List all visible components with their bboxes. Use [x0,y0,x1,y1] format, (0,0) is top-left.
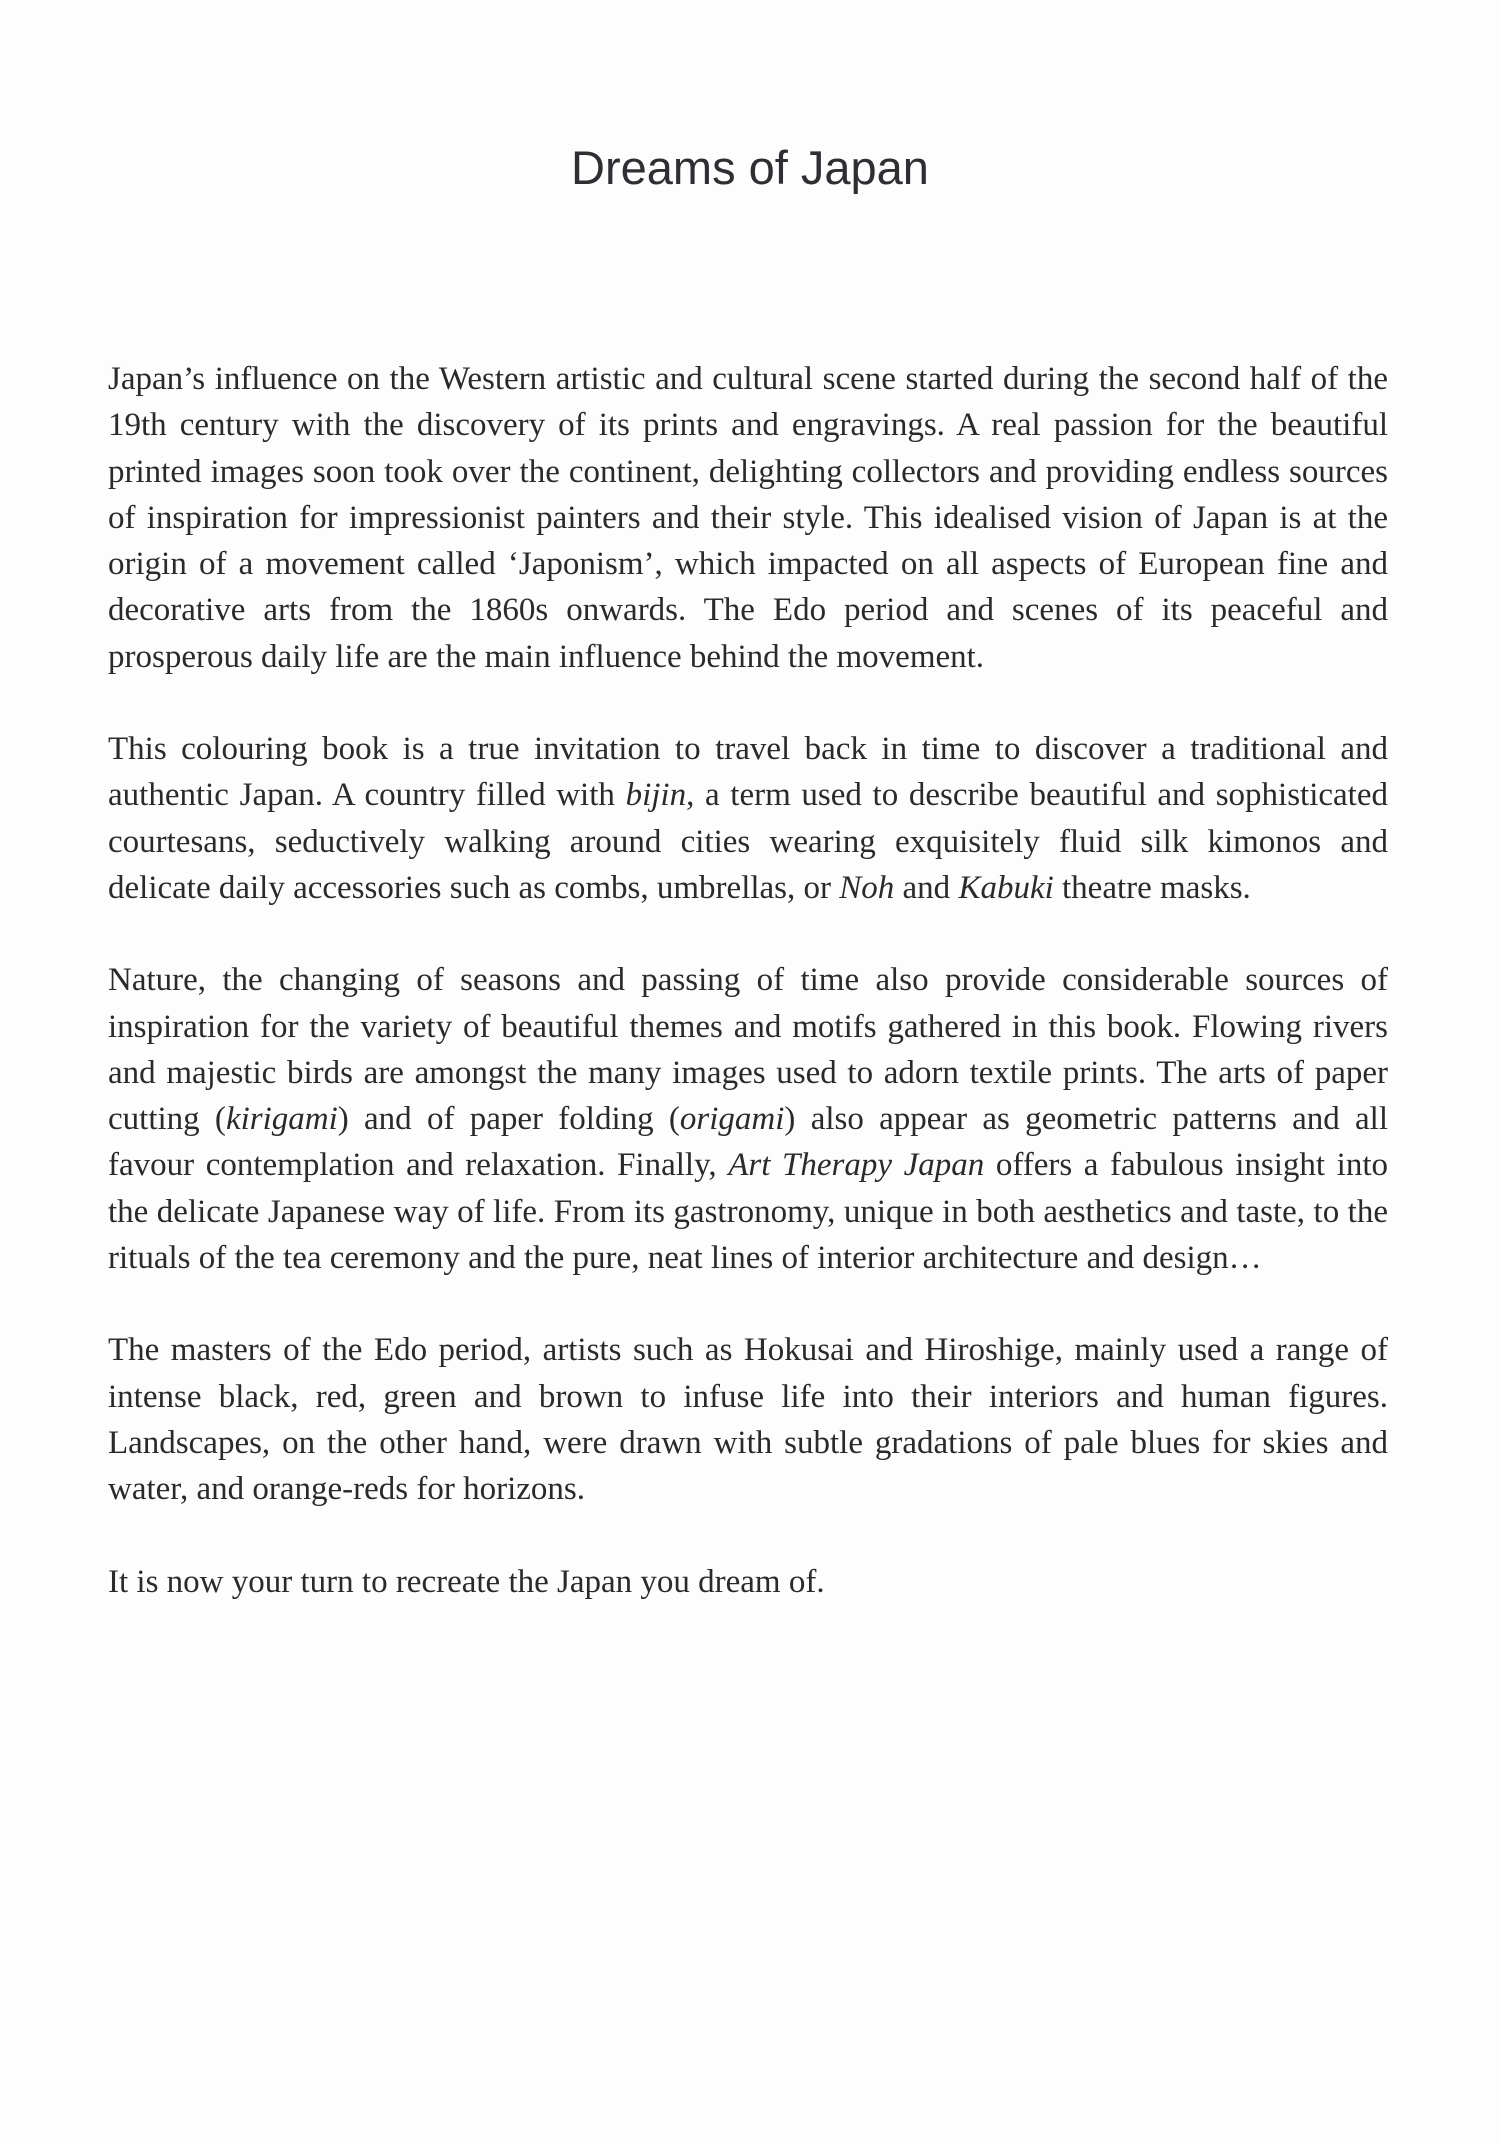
paragraph-3-text-d: offers a fabulous insight into the delicate Japanese way of life. From its gastronomy, unique in both aesthetics and taste, to the rituals of the tea ceremony and the pure, neat lines of interior architecture and design… [108,1147,1388,1277]
term-kirigami: kirigami [225,1101,338,1138]
paragraph-2-text-a: This colouring book is a true invitation to travel back in time to discover a traditional and authentic Japan. A country filled with [108,731,1388,814]
term-noh: Noh [839,869,895,906]
paragraph-1: Japan’s influence on the Western artistic and cultural scene started during the second half of the 19th century with the discovery of its prints and engravings. A real passion for the beautiful printed images soon took over the continent, delighting collectors and providing endless sources of inspiration for impressionist painters and their style. This idealised vision of Japan is at the origin of a movement called ‘Japonism’, which impacted on all aspects of European fine and decorative arts from the 1860s onwards. The Edo period and scenes of its peaceful and prosperous daily life are the main influence behind the movement. [108,361,1388,675]
term-bijin: bijin [625,777,687,814]
book-title: Art Therapy Japan [728,1147,985,1184]
paragraph-3-text-b: ) and of paper folding ( [337,1101,680,1138]
term-origami: origami [679,1101,785,1138]
paragraph-2-text-c: and [894,869,959,906]
body-text [108,356,1388,1651]
paragraph-3 [108,957,1388,1281]
paragraph-5: It is now your turn to recreate the Japan you dream of. [108,1563,825,1600]
paragraph-4: The masters of the Edo period, artists such as Hokusai and Hiroshige, mainly used a range of intense black, red, green and brown to infuse life into their interiors and human figures. Landscapes, on the other hand, were drawn with subtle gradations of pale blues for skies and water, and orange-reds for horizons. [108,1332,1388,1508]
paragraph-2-text-b: , a term used to describe beautiful and sophisticated courtesans, seductively walking around cities wearing exquisitely fluid silk kimonos and delicate daily accessories such as combs, umbrellas, or [108,777,1388,906]
paragraph-2 [108,726,1388,911]
paragraph-2-text-d: theatre masks. [1053,869,1251,906]
paragraph-3-text-c: ) also appear as geometric patterns and all favour contemplation and relaxation. Finally, [108,1101,1388,1184]
page-title: Dreams of Japan [571,141,929,194]
term-kabuki: Kabuki [958,869,1054,906]
paragraph-3-text-a: Nature, the changing of seasons and passing of time also provide considerable sources of inspiration for the variety of beautiful themes and motifs gathered in this book. Flowing rivers and majestic birds are amongst the many images used to adorn textile prints. The arts of paper cutting ( [108,962,1388,1138]
